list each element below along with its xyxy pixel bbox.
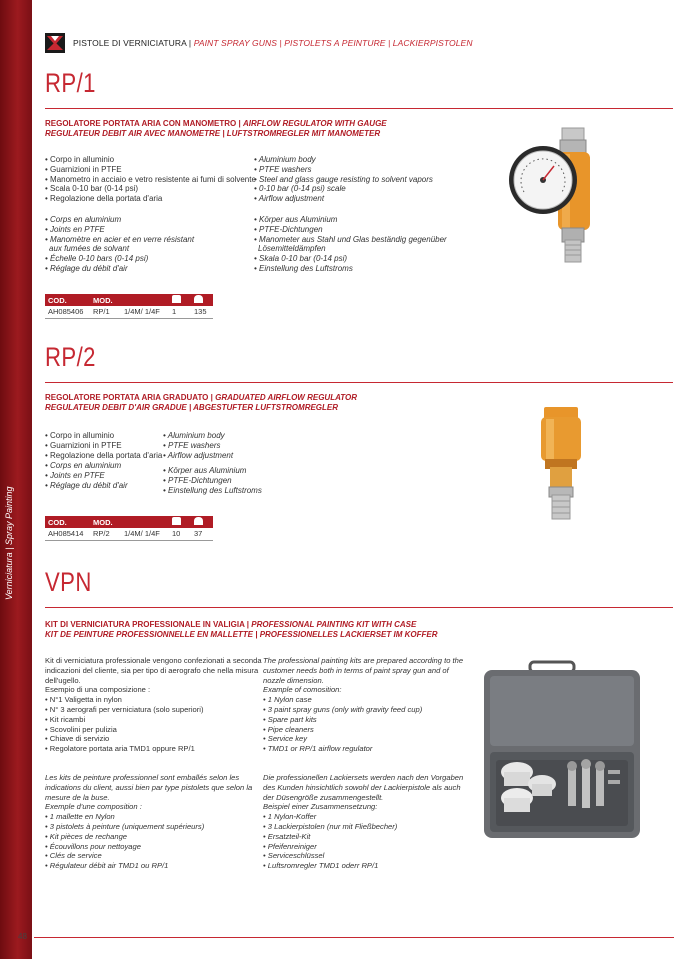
list-item: • Körper aus Aluminium xyxy=(163,466,247,475)
vpn-divider xyxy=(45,607,673,608)
list-item: • Service key xyxy=(263,734,308,744)
list-item: • Corps en aluminium xyxy=(45,461,122,470)
list-item: • Airflow adjustment xyxy=(163,450,234,460)
list-item: • Manomètre en acier et en verre résistant xyxy=(45,234,195,244)
cell-cod: AH085414 xyxy=(45,528,90,540)
vpn-subtitle-italic: PROFESSIONAL PAINTING KIT WITH CASE xyxy=(251,620,417,629)
list-item: • 0-10 bar (0-14 psi) scale xyxy=(254,184,346,194)
list-item: • Corpo in alluminio xyxy=(45,431,115,440)
list-item: Kit di verniciatura professionale vengono confezionati a seconda xyxy=(45,656,262,665)
list-item: • Clés de service xyxy=(45,851,102,861)
rp2-divider xyxy=(45,382,673,383)
list-item: • Regolatore portata aria TMD1 oppure RP/1 xyxy=(45,744,195,754)
list-item: • Guarnizioni in PTFE xyxy=(45,164,122,174)
rp1-features-it xyxy=(45,155,256,204)
rp2-product-image xyxy=(536,405,586,523)
brand-logo xyxy=(45,33,65,53)
list-item: des Kunden hinsichtlich sowohl der Lackierpistole als auch xyxy=(263,782,461,792)
list-item: • 3 pistolets à peinture (uniquement supérieurs) xyxy=(45,821,205,831)
list-item: Exemple d'une composition : xyxy=(45,802,142,812)
list-item: • Einstellung des Luftstroms xyxy=(163,485,262,495)
rp2-features-fr xyxy=(45,461,128,490)
rp1-features-fr xyxy=(45,215,194,274)
rp2-subtitle xyxy=(45,393,357,413)
list-item: • 1 Nylon-Koffer xyxy=(263,812,317,822)
rp2-subtitle-line2: REGULATEUR DEBIT D'AIR GRADUE | ABGESTUFTER LUFTSTROMREGLER xyxy=(45,403,339,412)
list-item: • Manometro in acciaio e vetro resistente ai fumi di solvente xyxy=(45,174,256,184)
list-item: • N°1 Valigetta in nylon xyxy=(45,695,122,705)
list-item: • Régulateur débit air TMD1 ou RP/1 xyxy=(45,861,169,871)
list-item: The professional painting kits are prepared according to the xyxy=(263,656,464,665)
col-weight-header xyxy=(191,294,213,306)
header-title xyxy=(73,38,473,48)
col-cod-header: COD. xyxy=(45,294,90,306)
vpn-description-fr xyxy=(45,773,252,871)
vpn-description-en xyxy=(263,656,463,754)
list-item: • Écouvillons pour nettoyage xyxy=(45,841,141,851)
rp1-features-de xyxy=(254,215,447,274)
rp1-divider xyxy=(45,108,673,109)
list-item: • Regolazione della portata d'aria xyxy=(45,450,163,460)
list-item: dell'ugello. xyxy=(45,675,81,685)
list-item: • 1 mallette en Nylon xyxy=(45,812,115,822)
rp2-title: RP/2 xyxy=(45,342,96,372)
list-item: mesure de la buse. xyxy=(45,792,110,802)
list-item: • TMD1 or RP/1 airflow regulator xyxy=(263,744,373,754)
cell-qty1: 1 xyxy=(169,306,191,318)
weight-icon xyxy=(194,295,203,303)
table-row xyxy=(45,306,213,318)
col-cod-header: COD. xyxy=(45,516,90,528)
cell-qty2: 135 xyxy=(191,306,213,318)
vpn-subtitle-main: KIT DI VERNICIATURA PROFESSIONALE IN VALIGIA | xyxy=(45,620,252,629)
list-item: • Kit ricambi xyxy=(45,714,86,724)
list-item: der Düsengröße zusammengestellt. xyxy=(263,792,384,802)
rp2-features-it xyxy=(45,431,162,460)
list-item: • Airflow adjustment xyxy=(254,194,325,204)
list-item: • Aluminium body xyxy=(163,431,225,440)
rp2-subtitle-italic: GRADUATED AIRFLOW REGULATOR xyxy=(215,393,358,402)
list-item: • 3 Lackierpistolen (nur mit Fließbecher) xyxy=(263,821,398,831)
list-item: Beispiel einer Zusammensetzung: xyxy=(263,802,378,812)
list-item: Esempio di una composizione : xyxy=(45,685,151,695)
list-item: • Échelle 0-10 bars (0-14 psi) xyxy=(45,254,149,264)
rp1-subtitle-italic: AIRFLOW REGULATOR WITH GAUGE xyxy=(242,119,387,128)
list-item: • PTFE washers xyxy=(163,440,221,450)
list-item: • Spare part kits xyxy=(263,714,317,724)
col-thread-header xyxy=(121,516,169,528)
col-box-header xyxy=(169,294,191,306)
list-item: • Joints en PTFE xyxy=(45,470,105,480)
weight-icon xyxy=(194,517,203,525)
list-item: Example of comosition: xyxy=(263,685,342,695)
rp2-features-en xyxy=(163,431,233,460)
list-item: • Pipe cleaners xyxy=(263,724,314,734)
page-header xyxy=(45,33,473,53)
vpn-description-de xyxy=(263,773,463,871)
header-title-italic: PAINT SPRAY GUNS | PISTOLETS A PEINTURE | LACKIERPISTOLEN xyxy=(193,38,473,48)
cell-qty2: 37 xyxy=(191,528,213,540)
list-item: • PTFE-Dichtungen xyxy=(254,224,323,234)
list-item: aux fumées de solvant xyxy=(49,244,130,254)
vpn-product-image xyxy=(482,660,642,840)
cell-cod: AH085406 xyxy=(45,306,90,318)
box-icon xyxy=(172,295,181,303)
list-item: • Guarnizioni in PTFE xyxy=(45,440,122,450)
list-item: • Manometer aus Stahl und Glas beständig gegenüber xyxy=(254,234,447,244)
vpn-title: VPN xyxy=(45,567,92,597)
cell-mod: RP/1 xyxy=(90,306,121,318)
rp2-subtitle-main: REGOLATORE PORTATA ARIA GRADUATO | xyxy=(45,393,216,402)
list-item: • Steel and glass gauge resisting to solvent vapors xyxy=(254,174,433,184)
vpn-description-it xyxy=(45,656,262,754)
list-item: indicazioni del cliente, sia per tipo di aerografo che nella misura xyxy=(45,665,259,675)
sidebar-band xyxy=(0,0,32,959)
list-item: • Kit pièces de rechange xyxy=(45,831,128,841)
rp1-title: RP/1 xyxy=(45,68,96,98)
list-item: Les kits de peinture professionnel sont emballés selon les xyxy=(45,773,240,782)
list-item: • Corpo in alluminio xyxy=(45,155,115,164)
rp1-product-table xyxy=(45,294,213,319)
footer-divider xyxy=(34,937,674,938)
col-mod-header: MOD. xyxy=(90,294,121,306)
list-item: • Pfeifenreiniger xyxy=(263,841,317,851)
list-item: • Joints en PTFE xyxy=(45,224,105,234)
cell-thread: 1/4M/ 1/4F xyxy=(121,306,169,318)
list-item: • Körper aus Aluminium xyxy=(254,215,338,224)
vpn-subtitle xyxy=(45,620,437,640)
list-item: • Regolazione della portata d'aria xyxy=(45,194,163,204)
list-item: • Chiave di servizio xyxy=(45,734,110,744)
list-item: • Scovolini per pulizia xyxy=(45,724,117,734)
list-item: • Skala 0-10 bar (0-14 psi) xyxy=(254,254,348,264)
rp2-features-de xyxy=(163,466,262,495)
list-item: customer needs both in terms of paint spray gun and of xyxy=(263,665,449,675)
list-item: • Luftsromregler TMD1 oderr RP/1 xyxy=(263,861,379,871)
table-row xyxy=(45,528,213,540)
rp1-features-en xyxy=(254,155,433,204)
rp1-subtitle-line2: REGULATEUR DEBIT AIR AVEC MANOMETRE | LUFTSTROMREGLER MIT MANOMETER xyxy=(45,129,381,138)
list-item: • Corps en aluminium xyxy=(45,215,122,224)
col-mod-header: MOD. xyxy=(90,516,121,528)
list-item: • Scala 0-10 bar (0-14 psi) xyxy=(45,184,139,194)
cell-qty1: 10 xyxy=(169,528,191,540)
vpn-subtitle-line2: KIT DE PEINTURE PROFESSIONNELLE EN MALLETTE | PROFESSIONELLES LACKIERSET IM KOFFER xyxy=(45,630,438,639)
sidebar-label: Verniciatura | Spray Painting xyxy=(4,486,14,600)
box-icon xyxy=(172,517,181,525)
col-thread-header xyxy=(121,294,169,306)
list-item: indications du client, aussi bien par type pistolets que selon la xyxy=(45,782,253,792)
rp1-subtitle-main: REGOLATORE PORTATA ARIA CON MANOMETRO | xyxy=(45,119,243,128)
rp1-subtitle xyxy=(45,119,387,139)
cell-thread: 1/4M/ 1/4F xyxy=(121,528,169,540)
list-item: • Einstellung des Luftstroms xyxy=(254,263,353,273)
list-item: • Aluminium body xyxy=(254,155,316,164)
cell-mod: RP/2 xyxy=(90,528,121,540)
list-item: • 1 Nylon case xyxy=(263,695,312,705)
list-item: Die professionellen Lackiersets werden nach den Vorgaben xyxy=(263,773,464,782)
list-item: • Réglage du débit d'air xyxy=(45,480,128,490)
list-item: • Ersatzteil-Kit xyxy=(263,831,311,841)
list-item: • PTFE-Dichtungen xyxy=(163,475,232,485)
page-number: 48 xyxy=(18,932,27,941)
list-item: • PTFE washers xyxy=(254,164,312,174)
list-item: • Réglage du débit d'air xyxy=(45,263,128,273)
list-item: • N° 3 aerografi per verniciatura (solo superiori) xyxy=(45,704,204,714)
list-item: nozzle dimension. xyxy=(263,675,324,685)
col-box-header xyxy=(169,516,191,528)
list-item: Lösemitteldämpfen xyxy=(258,244,326,254)
list-item: • Serviceschlüssel xyxy=(263,851,325,861)
col-weight-header xyxy=(191,516,213,528)
rp1-product-image xyxy=(500,122,620,267)
header-title-main: PISTOLE DI VERNICIATURA | xyxy=(73,38,194,48)
rp2-product-table xyxy=(45,516,213,541)
list-item: • 3 paint spray guns (only with gravity feed cup) xyxy=(263,704,423,714)
